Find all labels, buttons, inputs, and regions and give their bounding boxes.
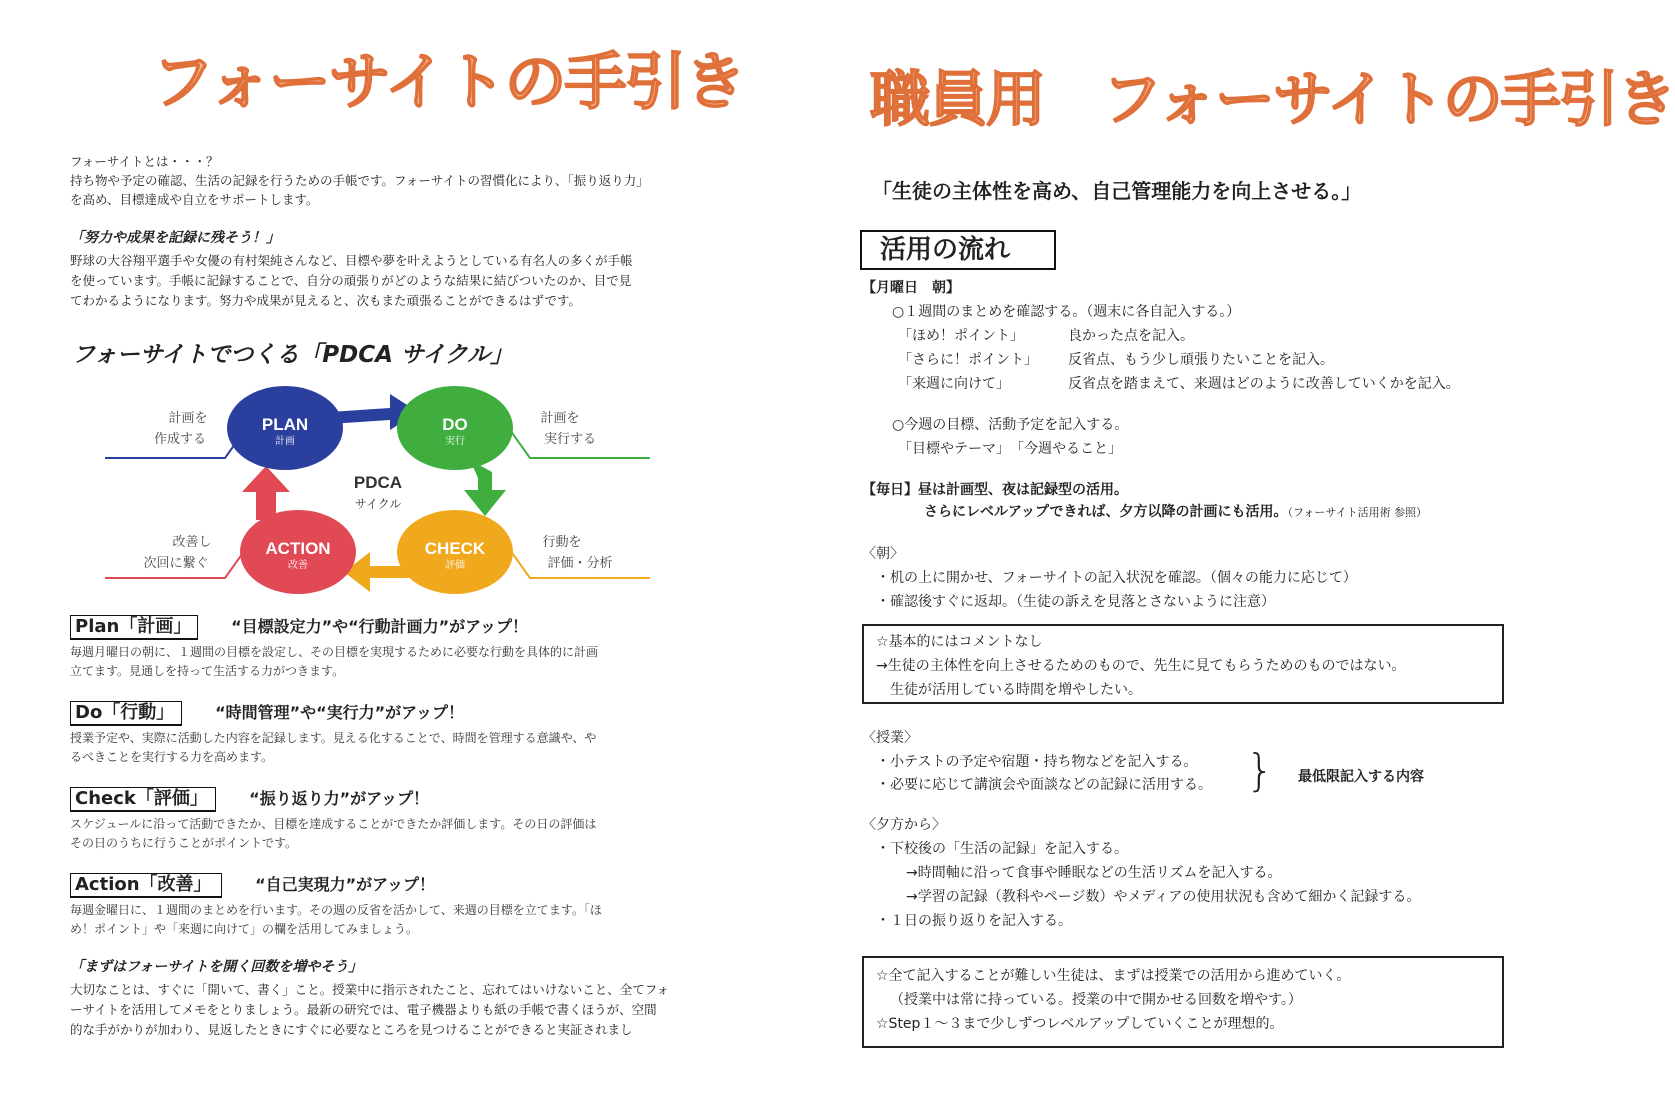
monday-item-label: 「ほめ！ポイント」 [898, 328, 1024, 344]
monday-item-label: 「来週に向けて」 [898, 376, 1010, 392]
effort-line: てわかるようになります。努力や成果が見えると、次もまた頑張ることができるはずです。 [70, 293, 581, 308]
tr-label-1: 計画を [540, 411, 580, 426]
do-sub: 実行 [445, 436, 465, 447]
class-note: 最低限記入する内容 [1298, 769, 1424, 785]
note-line: →生徒の主体性を向上させるためのもので、先生に見てもらうためのものではない。 [876, 658, 1406, 674]
section-line: 立てます。見通しを持って生活する力がつきます。 [70, 664, 345, 678]
monday-label: 【月曜日 朝】 [862, 280, 960, 296]
class-label: 〈授業〉 [862, 730, 918, 746]
daily-line-main: さらにレベルアップできれば、夕方以降の計画にも活用。 [924, 504, 1288, 520]
daily-line: 【毎日】昼は計画型、夜は記録型の活用。 [862, 482, 1128, 498]
monday-item-desc: 良かった点を記入。 [1068, 328, 1194, 344]
left-page [0, 0, 790, 1119]
section-do [70, 700, 464, 726]
section-line: るべきことを実行する力を高めます。 [70, 750, 274, 764]
check-label: CHECK [424, 539, 486, 558]
note-line: ☆基本的にはコメントなし [876, 634, 1043, 650]
open-line: 的な手がかりが加わり、見返したときにすぐに必要なところを見つけることができると実証されまし [70, 1022, 633, 1037]
plan-sub: 計画 [275, 436, 295, 447]
section-action [70, 872, 435, 898]
monday-item-desc: 反省点、もう少し頑張りたいことを記入。 [1068, 352, 1334, 368]
note-line: （授業中は常に持っている。授業の中で開かせる回数を増やす。） [890, 992, 1302, 1008]
right-page [790, 0, 1675, 1119]
intro-question: フォーサイトとは・・・？ [70, 154, 219, 169]
br-label-2: 評価・分析 [547, 556, 613, 571]
pdca-center: PDCA [353, 473, 403, 492]
intro-line: 持ち物や予定の確認、生活の記録を行うための手帳です。フォーサイトの習慣化により、「振り返り力」 [70, 173, 649, 188]
evening-label: 〈夕方から〉 [862, 817, 946, 833]
action-label: ACTION [265, 539, 331, 558]
tl-label-1: 計画を [168, 411, 208, 426]
open-line: ーサイトを活用してメモをとりましょう。最新の研究では、電子機器よりも紙の手帳で書くほうが、空間 [70, 1002, 657, 1017]
evening-item: ・１日の振り返りを記入する。 [876, 913, 1072, 929]
action-sub: 改善 [288, 560, 308, 571]
class-item: ・必要に応じて講演会や面談などの記録に活用する。 [876, 777, 1212, 793]
tr-label-2: 実行する [543, 432, 597, 447]
morning-item: ・机の上に開かせ、フォーサイトの記入状況を確認。（個々の能力に応じて） [876, 570, 1357, 586]
do-label: DO [442, 415, 468, 434]
section-line: その日のうちに行うことがポイントです。 [70, 836, 298, 850]
open-line: 大切なことは、すぐに「開いて、書く」こと。授業中に指示されたこと、忘れてはいけないこと、全てフォ [70, 982, 670, 997]
note-line: ☆全て記入することが難しい生徒は、まずは授業での活用から進めていく。 [876, 968, 1351, 984]
monday-item: ○１週間のまとめを確認する。（週末に各自記入する。） [892, 304, 1241, 320]
intro-line: を高め、目標達成や自立をサポートします。 [70, 192, 319, 207]
note-line: ☆Step１～３まで少しずつレベルアップしていくことが理想的。 [876, 1016, 1284, 1032]
right-title: 職員用 フォーサイトの手引き [870, 65, 1675, 135]
bl-label-2: 次回に繋ぐ [143, 556, 209, 571]
effort-line: 野球の大谷翔平選手や女優の有村架純さんなど、目標や夢を叶えようとしている有名人の多くが手帳 [70, 253, 633, 268]
evening-item: →学習の記録（教科やページ数）やメディアの使用状況も含めて細かく記録する。 [906, 889, 1421, 905]
class-item: ・小テストの予定や宿題・持ち物などを記入する。 [876, 754, 1198, 770]
section-line: め！ポイント」や「来週に向けて」の欄を活用してみましょう。 [70, 922, 419, 936]
check-sub: 評価 [445, 560, 465, 571]
note-line: 生徒が活用している時間を増やしたい。 [890, 682, 1142, 698]
evening-item: →時間軸に沿って食事や睡眠などの生活リズムを記入する。 [906, 865, 1282, 881]
monday-item-label: 「さらに！ポイント」 [898, 352, 1038, 368]
section-label: Do「行動」 [70, 701, 182, 726]
section-label: Check「評価」 [70, 787, 216, 812]
section-label: Action「改善」 [70, 873, 222, 898]
monday-item: 「目標やテーマ」 「今週やること」 [898, 441, 1122, 457]
section-line: スケジュールに沿って活動できたか、目標を達成することができたか評価します。その日の評価は [70, 817, 597, 831]
section-headline: “目標設定力”や“行動計画力”がアップ！ [231, 617, 529, 636]
note-box-comment [862, 624, 1504, 704]
daily-line [924, 500, 1427, 525]
section-label: Plan「計画」 [70, 615, 198, 640]
bl-label-1: 改善し [172, 535, 212, 550]
note-box-steps [862, 956, 1504, 1048]
br-label-1: 行動を [542, 535, 582, 550]
section-headline: “振り返り力”がアップ！ [249, 789, 430, 808]
section-headline: “時間管理”や“実行力”がアップ！ [215, 703, 465, 722]
section-plan [70, 614, 528, 640]
daily-ref: （フォーサイト活用術 参照） [1287, 506, 1428, 519]
pdca-center-sub: サイクル [354, 497, 402, 511]
effort-line: を使っています。手帳に記録することで、自分の頑張りがどのような結果に結びついたのか、目で見 [70, 273, 632, 288]
section-line: 毎週月曜日の朝に、１週間の目標を設定し、その目標を実現するために必要な行動を具体的に計画 [70, 645, 599, 659]
pdca-diagram [100, 380, 660, 605]
flow-heading: 活用の流れ [860, 230, 1056, 270]
morning-item: ・確認後すぐに返却。（生徒の訴えを見落とさないように注意） [876, 594, 1275, 610]
pdca-heading: フォーサイトでつくる「PDCA サイクル」 [72, 342, 514, 368]
section-headline: “自己実現力”がアップ！ [255, 875, 436, 894]
goal-statement: 「生徒の主体性を高め、自己管理能力を向上させる。」 [872, 179, 1362, 203]
brace-icon: } [1246, 745, 1274, 796]
morning-label: 〈朝〉 [862, 546, 904, 562]
tl-label-2: 作成する [153, 432, 207, 447]
left-title: フォーサイトの手引き [152, 45, 745, 118]
section-line: 毎週金曜日に、１週間のまとめを行います。その週の反省を活かして、来週の目標を立てます。「ほ [70, 903, 602, 917]
open-heading: 「まずはフォーサイトを開く回数を増やそう」 [70, 959, 363, 975]
plan-label: PLAN [261, 415, 309, 434]
monday-item-desc: 反省点を踏まえて、来週はどのように改善していくかを記入。 [1068, 376, 1460, 392]
monday-item: ○今週の目標、活動予定を記入する。 [892, 417, 1129, 433]
evening-item: ・下校後の「生活の記録」を記入する。 [876, 841, 1128, 857]
effort-heading: 「努力や成果を記録に残そう！」 [70, 230, 280, 246]
section-check [70, 786, 429, 812]
section-line: 授業予定や、実際に活動した内容を記録します。見える化することで、時間を管理する意識や、や [70, 731, 597, 745]
